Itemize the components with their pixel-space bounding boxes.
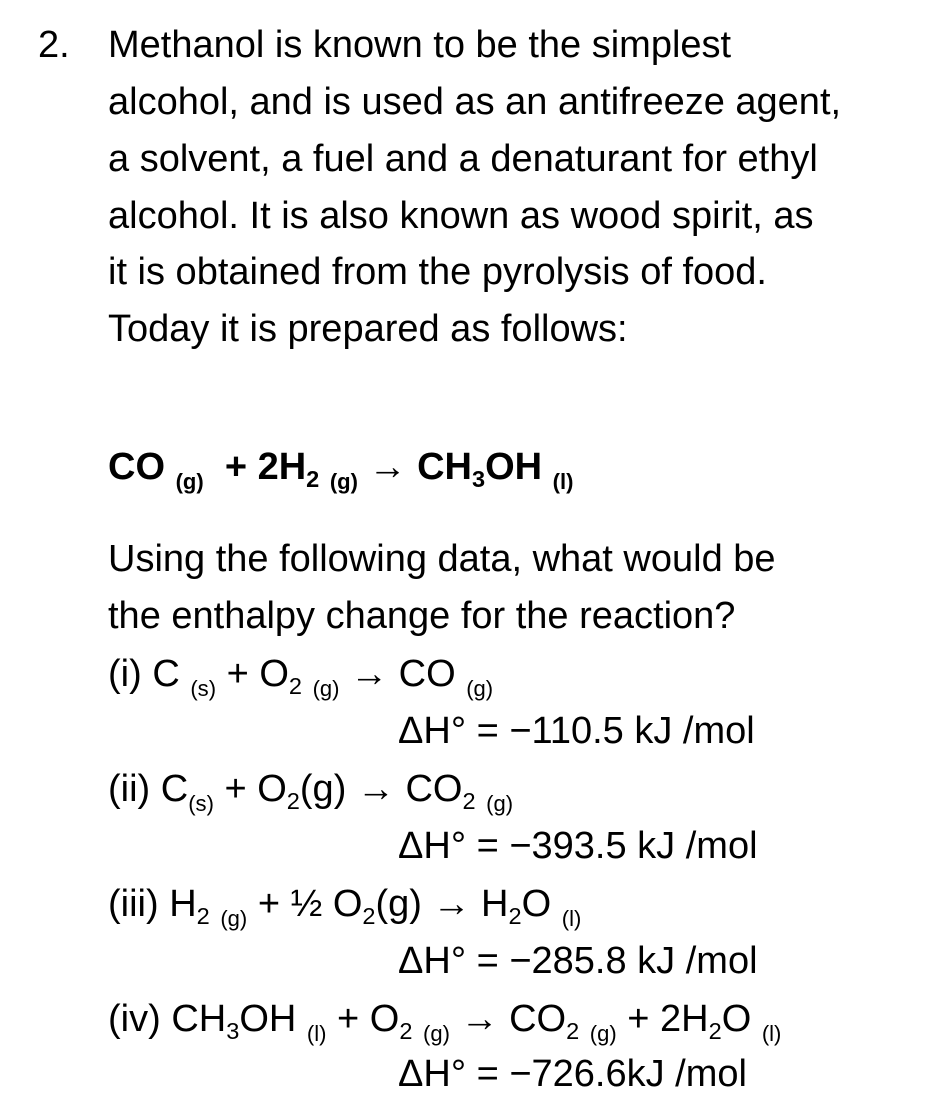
product-ch3oh: CH — [417, 446, 472, 488]
reaction-label: (ii) — [108, 768, 151, 810]
species: + O — [337, 998, 400, 1040]
species: → CO — [350, 653, 456, 695]
reactant-co: CO — [108, 446, 165, 488]
data-reaction-1 — [108, 655, 493, 700]
state-label: (l) — [761, 1020, 782, 1046]
reaction-label: (iv) — [108, 998, 161, 1040]
main-reaction — [108, 448, 573, 493]
state-label: (s) — [188, 790, 214, 816]
delta-h-value: = −393.5 kJ /mol — [476, 825, 758, 867]
species: + O — [224, 768, 287, 810]
species: C — [152, 653, 180, 695]
subscript: 2 — [566, 1018, 580, 1045]
species: (g) → H — [375, 883, 509, 925]
state-label: (g) — [329, 468, 358, 494]
species: O — [521, 883, 552, 925]
subscript: 2 — [399, 1018, 413, 1045]
plus-sign: + — [224, 446, 248, 488]
state-label: (g) — [466, 675, 494, 701]
delta-h-symbol: ΔH° — [398, 710, 467, 752]
delta-h-symbol: ΔH° — [398, 1053, 467, 1095]
enthalpy-line-4 — [398, 1055, 747, 1093]
species: OH — [239, 998, 297, 1040]
species: → CO — [460, 998, 567, 1040]
subscript: 3 — [472, 466, 486, 493]
data-reaction-2 — [108, 770, 513, 815]
species: C — [160, 768, 189, 810]
reaction-arrow: → — [368, 446, 407, 488]
paragraph-line: alcohol, and is used as an antifreeze agent, — [108, 81, 842, 123]
state-label: (l) — [306, 1020, 327, 1046]
subscript: 2 — [306, 466, 320, 493]
species: (g) → CO — [299, 768, 463, 810]
data-reaction-3 — [108, 885, 581, 930]
state-label: (g) — [312, 675, 340, 701]
product-oh: OH — [485, 446, 543, 488]
state-label: (l) — [552, 468, 574, 494]
data-reaction-4 — [108, 1000, 781, 1045]
subscript: 3 — [226, 1018, 240, 1045]
subscript: 2 — [286, 788, 300, 815]
state-label: (g) — [423, 1020, 450, 1046]
enthalpy-line-2 — [398, 827, 758, 865]
subscript: 2 — [462, 788, 476, 815]
species: CH — [171, 998, 227, 1040]
subscript: 2 — [708, 1018, 722, 1045]
paragraph-line: Today it is prepared as follows: — [108, 308, 628, 350]
question-number: 2. — [38, 24, 70, 66]
reaction-label: (iii) — [108, 883, 159, 925]
delta-h-value: = −726.6kJ /mol — [476, 1053, 747, 1095]
species: O — [721, 998, 752, 1040]
delta-h-value: = −110.5 kJ /mol — [476, 710, 755, 752]
reactant-h2: 2H — [257, 446, 307, 488]
species: + ½ O — [257, 883, 363, 925]
paragraph-line: it is obtained from the pyrolysis of food. — [108, 251, 767, 293]
paragraph-line: a solvent, a fuel and a denaturant for ethyl — [108, 138, 818, 180]
enthalpy-line-1 — [398, 712, 755, 750]
species: H — [169, 883, 197, 925]
delta-h-symbol: ΔH° — [398, 825, 467, 867]
state-label: (g) — [589, 1020, 617, 1046]
species: + 2H — [627, 998, 709, 1040]
prompt-line: Using the following data, what would be — [108, 538, 776, 580]
state-label: (g) — [220, 905, 248, 931]
subscript: 2 — [288, 673, 303, 700]
paragraph-line: alcohol. It is also known as wood spirit, as — [108, 195, 814, 237]
delta-h-value: = −285.8 kJ /mol — [476, 940, 758, 982]
subscript: 2 — [362, 903, 376, 930]
state-label: (g) — [486, 790, 514, 816]
reaction-label: (i) — [108, 653, 142, 695]
subscript: 2 — [508, 903, 522, 930]
enthalpy-line-3 — [398, 942, 758, 980]
species: + O — [226, 653, 289, 695]
subscript: 2 — [196, 903, 210, 930]
state-label: (s) — [190, 675, 217, 701]
state-label: (g) — [175, 468, 204, 494]
state-label: (l) — [561, 905, 582, 931]
delta-h-symbol: ΔH° — [398, 940, 467, 982]
paragraph-line: Methanol is known to be the simplest — [108, 24, 732, 66]
prompt-line: the enthalpy change for the reaction? — [108, 595, 736, 637]
